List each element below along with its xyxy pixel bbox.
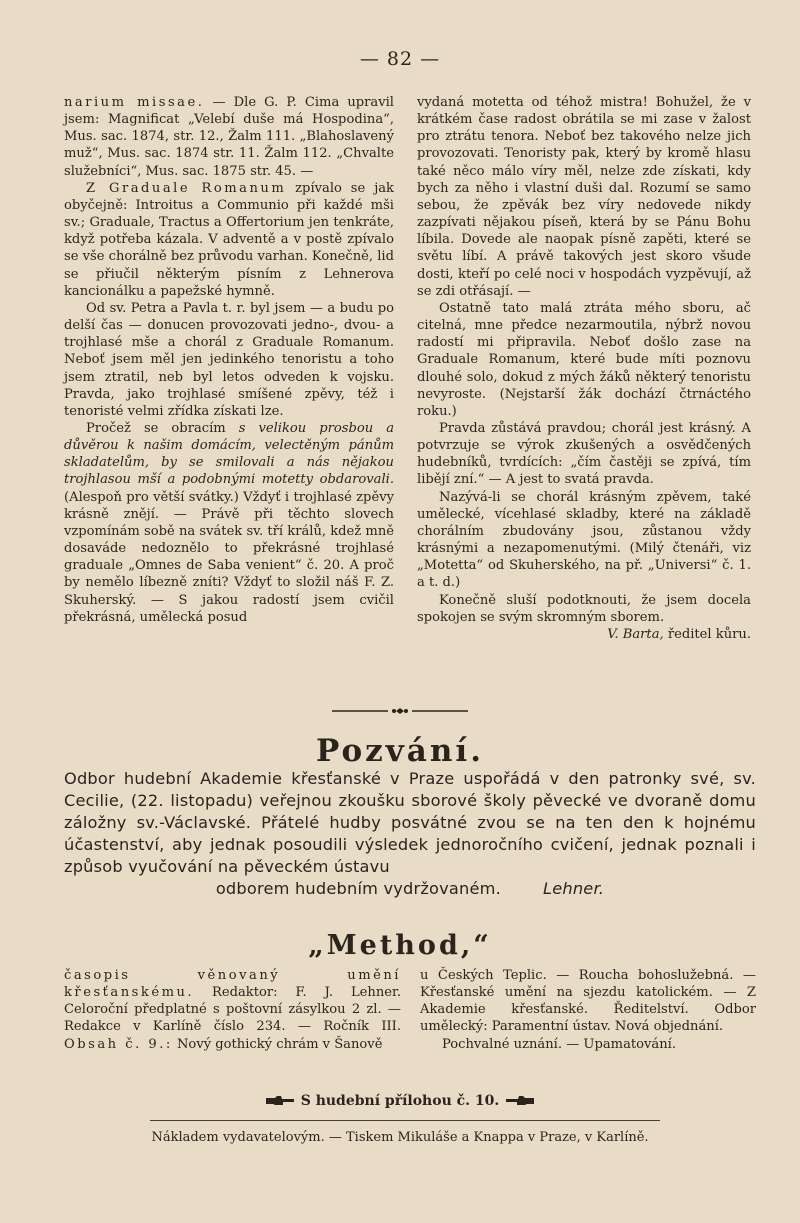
paragraph: Pravda zůstává pravdou; chorál jest krásný. A potvrzuje se výrok zkušených a osvědčených hudebníků, tvrdících: „čím častěji se zpívá, tím libějí zní.“ — A jest to svatá pravda. (417, 420, 751, 488)
method-heading: „Method,“ (308, 930, 492, 961)
invitation-last-line (64, 878, 756, 900)
spaced-text: časopis věnovaný umění křesťanskému. (64, 968, 401, 1001)
supplement-line (0, 1093, 800, 1109)
method-right-column (420, 967, 756, 1053)
paragraph: Pochvalné uznání. — Upamatování. (442, 1036, 677, 1052)
paragraph-text: Redaktor: F. J. Lehner. Celoroční předplatné s poštovní zásylkou 2 zl. — Redakce v Karlíně číslo 234. — Ročník III. (64, 985, 401, 1035)
paragraph-text: (Alespoň pro větší svátky.) Vždyť i trojhlasé zpěvy krásně znějí. — Právě při těchto slovech vzpomínám sobě na svátek sv. tří králů, kdež mně dosaváde nedoznělo to překrásné trojhlasé graduale „Omnes de Saba venient“ č. 20. A proč by nemělo líbezně zníti? Vždyť to složil náš F. Z. Skuherský. — S jakou radostí jsem cvičil překrásná, umělecká posud (64, 489, 394, 625)
invitation-closing-text: odborem hudebním vydržovaném. (215, 879, 501, 898)
supplement-text: S hudební přílohou č. 10. (300, 1093, 500, 1109)
invitation-body: Odbor hudební Akademie křesťanské v Praze uspořádá v den patronky své, sv. Cecilie, (22. listopadu) veřejnou zkoušku sborové školy pěvecké ve dvoraně domu záložny sv.-Václavské. Přátelé hudby posvátné zvou se na ten den k hojnému účastenství, aby jednak posoudili výsledek jednoročního cvičení, jednak poznali i způsob vyučování na pěveckém ústavu (64, 769, 756, 876)
invitation-signature: Lehner. (542, 879, 605, 898)
paragraph (64, 94, 394, 180)
paragraph (64, 300, 394, 420)
paragraph: vydaná motetta od téhož mistra! Bohužel, že v krátkém čase radost obrátila se mi zase v žalost pro ztrátu tenora. Neboť bez takového nelze jich provozovati. Tenoristy pak, který by kromě hlasu také něco málo víry měl, nelze zde získati, kdy bych za něho i vlastní duši dal. Rozumí se samo sebou, že zpěvák bez víry nedovede nikdy zazpívati nějakou píseň, která by se Pánu Bohu líbila. Dovede ale naopak písně zapěti, které se světu líbí. A právě takových jest skoro všude dosti, kteří po celé noci v hospodách vyzpěvují, až se zdi otřásají. — (417, 95, 751, 299)
paragraph (64, 180, 394, 300)
paragraph-text: Pročež se obracím (86, 420, 239, 436)
pointing-hand-left-icon (505, 1095, 535, 1107)
spaced-text: Obsah č. 9.: (64, 1036, 173, 1052)
paragraph-text: zpívalo se jak obyčejně: Introitus a Communio při každé mši sv.; Graduale, Tractus a Offertorium jen tenkráte, když potřeba kázala. V adventě a v postě zpívalo se vše chorálně bez průvodu varhan. Konečně, lid se přiučil některým písním z Lehnerova kancionálku a papežské hymně. (64, 180, 394, 299)
paragraph: Konečně sluší podotknouti, že jsem docela spokojen se svým skromným sborem. (417, 592, 751, 625)
author-role: ředitel kůru. (663, 626, 751, 642)
spaced-text: Z Graduale Romanum (86, 180, 287, 196)
right-column (417, 94, 751, 643)
left-column (64, 94, 394, 626)
paragraph (64, 967, 401, 1053)
author-signature (417, 626, 751, 643)
paragraph: Ostatně tato malá ztráta mého sboru, ač citelná, mne předce nezarmoutila, nýbrž novou radostí mi připravila. Neboť došlo zase na Graduale Romanum, které bude míti poznovu dlouhé solo, dokud z mých žáků některý tenoristu nevyroste. (Nejstarší žák dochází čtrnáctého roku.) (417, 300, 751, 419)
paragraph-text: Od sv. Petra a Pavla t. r. byl jsem — a budu po delší čas — donucen provozovati jedno-, dvou- a trojhlasé mše a chorál z Graduale Romanum. Neboť jsem měl jen jedinkého tenoristu a toho jsem ztratil, neb byl letos odveden k vojsku. Pravda, jako trojhlasé smíšené zpěvy, též i tenoristé velmi zřídka získati lze. (64, 300, 394, 419)
invitation-heading: Pozvání. (316, 733, 484, 769)
footer-rule (150, 1120, 660, 1121)
method-left-column (64, 967, 401, 1053)
ornamental-divider (330, 707, 470, 715)
italic-plea: s velikou prosbou a důvěrou k našim domácím, velectěným pánům skladatelům, by se smilovali a nás nějakou trojhlasou mší a podobnými motetty obdarovali. (64, 420, 394, 488)
paragraph: u Českých Teplic. — Roucha bohoslužebná. — Křesťanské umění na sjezdu katolickém. — Z Akademie křesťanské. Ředitelství. Odbor umělecký: Paramentní ústav. Nová objednání. (420, 968, 756, 1035)
paragraph-text: Nový gothický chrám v Šanově (172, 1036, 383, 1052)
paragraph: Nazývá-li se chorál krásným zpěvem, také umělecké, vícehlasé skladby, které na základě chorálním zbudovány jsou, zůstanou vždy krásnými a nezapomenutými. (Milý čtenáři, viz „Motetta“ od Skuherského, na př. „Universi“ č. 1. a t. d.) (417, 489, 751, 591)
paragraph-text: — Dle G. P. Cima upravil jsem: Magnificat „Velebí duše má Hospodina“, Mus. sac. 1874, str. 12., Žalm 111. „Blahoslavený muž“, Mus. sac. 1874 str. 11. Žalm 112. „Chvalte služebníci“, Mus. sac. 1875 str. 45. — (64, 95, 394, 179)
invitation-notice (64, 768, 756, 900)
spaced-text: narium missae. (64, 95, 205, 110)
paragraph (64, 420, 394, 626)
imprint-footer: Nákladem vydavatelovým. — Tiskem Mikuláše a Knappa v Praze, v Karlíně. (151, 1130, 649, 1145)
author-name: V. Barta, (607, 626, 664, 642)
page-number: — 82 — (359, 48, 441, 70)
pointing-hand-right-icon (265, 1095, 295, 1107)
